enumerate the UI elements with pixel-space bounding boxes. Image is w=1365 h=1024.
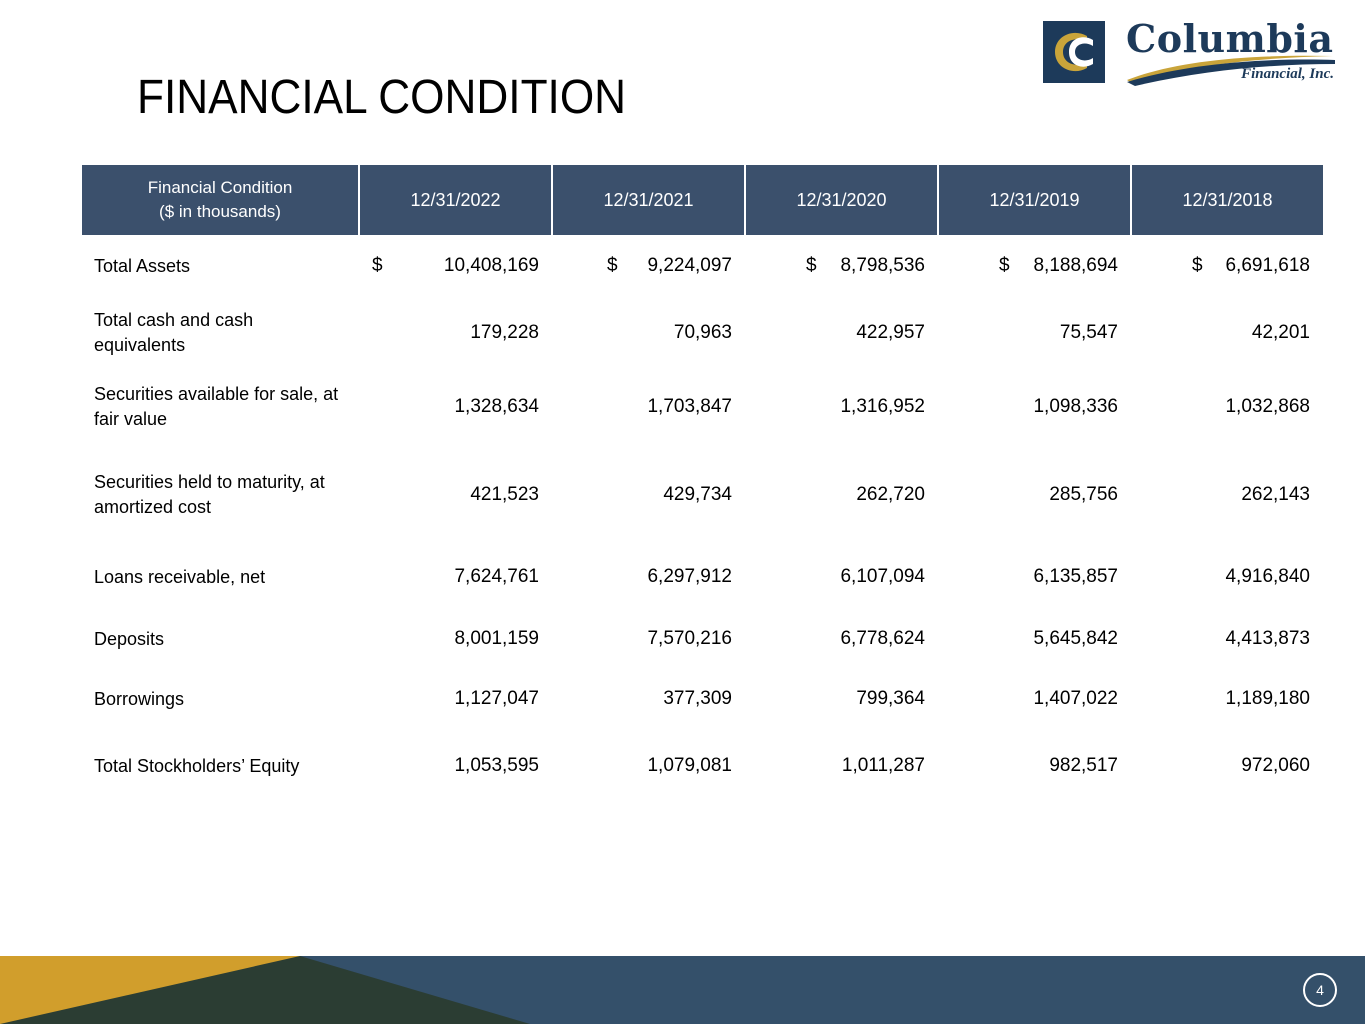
header-label-line1: Financial Condition xyxy=(147,178,293,197)
table-cell: $ 6,691,618 xyxy=(1131,235,1323,297)
table-row xyxy=(82,669,1323,729)
currency-symbol: $ xyxy=(607,255,618,276)
row-label: Borrowings xyxy=(94,688,185,709)
table-cell: 6,297,912 xyxy=(647,566,732,587)
table-cell: 7,570,216 xyxy=(647,628,732,649)
table-cell: 6,778,624 xyxy=(840,628,925,649)
table-row xyxy=(82,297,1323,369)
header-label-line2: ($ in thousands) xyxy=(159,202,281,221)
table-cell: 6,135,857 xyxy=(1033,566,1118,587)
currency-symbol: $ xyxy=(372,255,383,276)
table-cell: 1,328,634 xyxy=(454,396,539,417)
table-row xyxy=(82,369,1323,445)
table-cell: 422,957 xyxy=(856,322,925,343)
table-cell: $ 9,224,097 xyxy=(552,235,745,297)
row-label: Securities available for sale, at fair value xyxy=(94,384,339,429)
table-row xyxy=(82,235,1323,297)
table-cell: 1,127,047 xyxy=(454,688,539,709)
table-cell: $ 10,408,169 xyxy=(372,255,539,276)
table-cell: 982,517 xyxy=(1049,755,1118,776)
table-cell: 1,011,287 xyxy=(841,755,925,776)
table-cell: 75,547 xyxy=(1059,322,1118,343)
table-header-row xyxy=(82,165,1323,235)
column-header-2022: 12/31/2022 xyxy=(359,165,552,235)
table-cell: 1,053,595 xyxy=(454,755,539,776)
footer-bar xyxy=(0,956,1365,1024)
column-header-2021: 12/31/2021 xyxy=(552,165,745,235)
table-cell: 429,734 xyxy=(663,484,732,505)
table-row xyxy=(82,445,1323,545)
row-label: Deposits xyxy=(94,628,165,649)
table-cell: 799,364 xyxy=(856,688,925,709)
table-cell: 1,189,180 xyxy=(1225,688,1310,709)
table-cell: 70,963 xyxy=(673,322,732,343)
row-label: Total cash and cash equivalents xyxy=(94,310,254,355)
column-header-2020: 12/31/2020 xyxy=(745,165,938,235)
table-cell: 1,703,847 xyxy=(647,396,732,417)
page-title: FINANCIAL CONDITION xyxy=(137,71,627,124)
table-cell: 285,756 xyxy=(1049,484,1118,505)
column-header-label xyxy=(82,165,359,235)
table-cell: 4,916,840 xyxy=(1225,566,1310,587)
page-number: 4 xyxy=(1303,973,1337,1007)
table-cell: 8,001,159 xyxy=(454,628,539,649)
row-label: Total Assets xyxy=(94,255,191,276)
table-cell: 4,413,873 xyxy=(1225,628,1310,649)
table-cell: $ 8,188,694 xyxy=(938,235,1131,297)
table-cell: 6,107,094 xyxy=(840,566,925,587)
table-cell: 1,032,868 xyxy=(1225,396,1310,417)
table-cell: $ 8,798,536 xyxy=(745,235,938,297)
table-row xyxy=(82,545,1323,609)
table-cell: 179,228 xyxy=(470,322,539,343)
table-cell: 972,060 xyxy=(1241,755,1310,776)
table-cell: 1,079,081 xyxy=(647,755,732,776)
currency-symbol: $ xyxy=(999,255,1010,276)
financial-condition-table xyxy=(82,165,1323,803)
table-cell: 262,143 xyxy=(1241,484,1310,505)
table-cell: 1,316,952 xyxy=(840,396,925,417)
row-label: Securities held to maturity, at amortized cost xyxy=(94,472,325,517)
table-cell: 1,098,336 xyxy=(1033,396,1118,417)
table-cell: 1,407,022 xyxy=(1033,688,1118,709)
currency-symbol: $ xyxy=(806,255,817,276)
row-label: Loans receivable, net xyxy=(94,566,266,587)
column-header-2019: 12/31/2019 xyxy=(938,165,1131,235)
table-cell: 42,201 xyxy=(1251,322,1310,343)
table-cell: 262,720 xyxy=(856,484,925,505)
logo-name: Columbia xyxy=(1126,16,1334,61)
table-row xyxy=(82,609,1323,669)
table-cell: 377,309 xyxy=(663,688,732,709)
table-row xyxy=(82,729,1323,803)
table-cell: 5,645,842 xyxy=(1033,628,1118,649)
row-label: Total Stockholders’ Equity xyxy=(94,755,300,776)
table-cell: 421,523 xyxy=(470,484,539,505)
column-header-2018: 12/31/2018 xyxy=(1131,165,1323,235)
logo-subtitle: Financial, Inc. xyxy=(1241,66,1334,82)
table-cell: 7,624,761 xyxy=(454,566,539,587)
currency-symbol: $ xyxy=(1192,255,1203,276)
